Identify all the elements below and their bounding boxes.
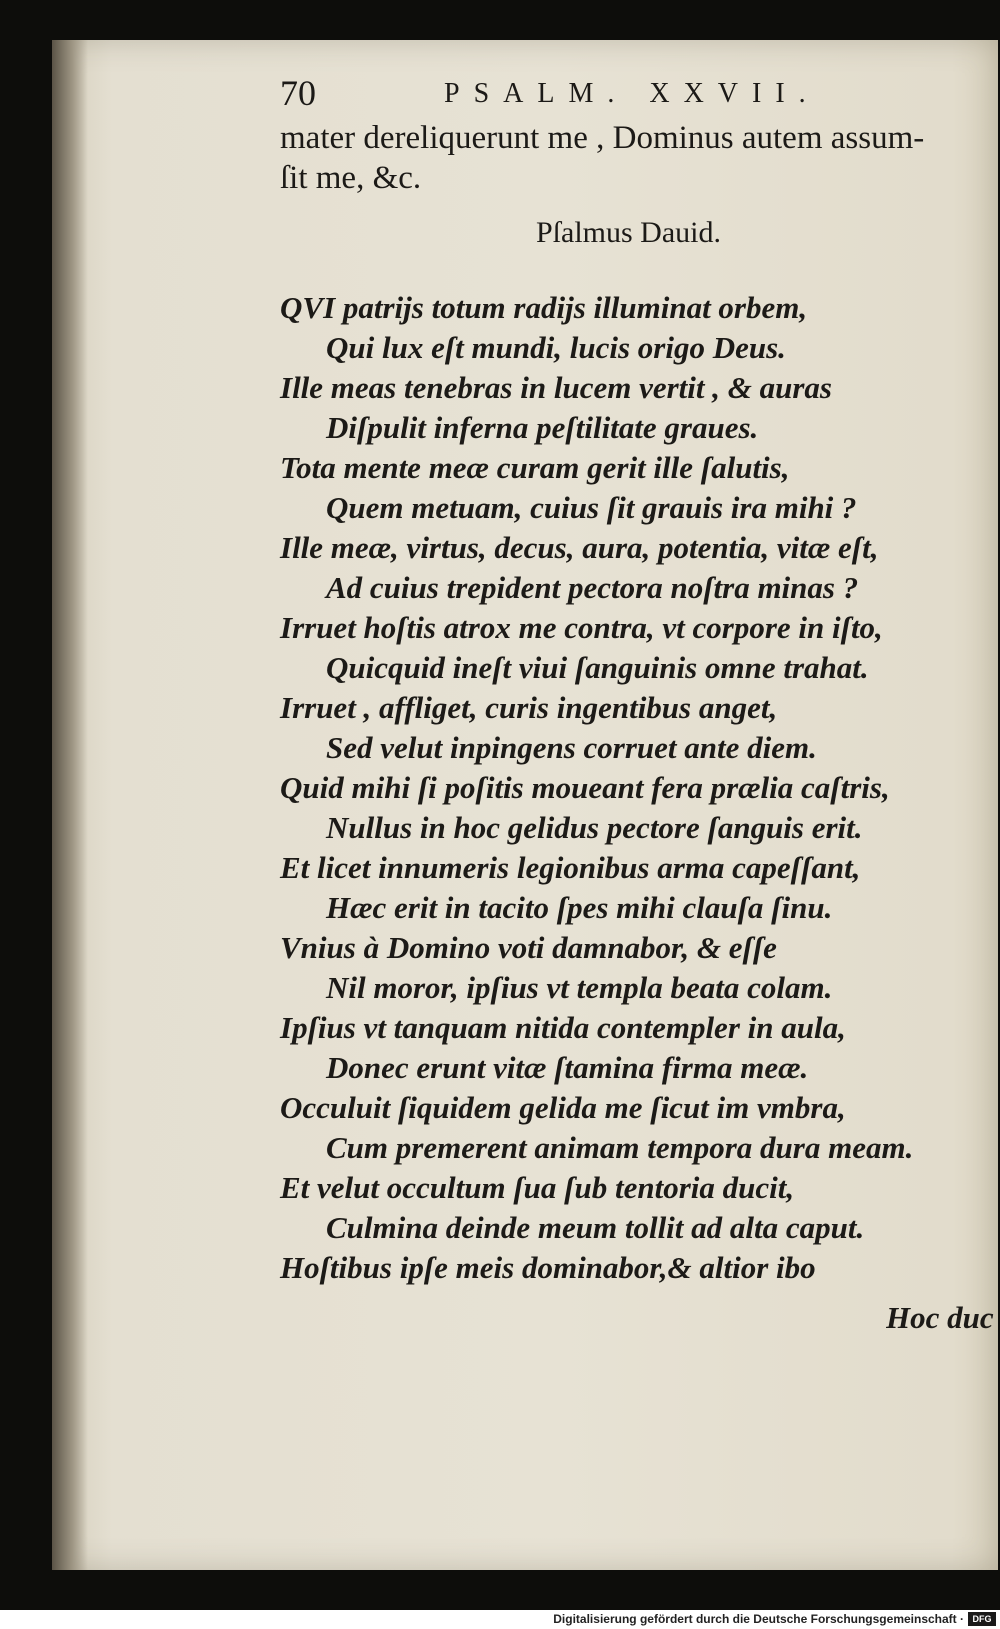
- page-number: 70: [280, 73, 316, 113]
- poem-verse: Donec erunt vitæ ſtamina firma meæ.: [326, 1050, 809, 1085]
- dfg-logo: DFG: [968, 1612, 996, 1626]
- poem-verse: Hæc erit in tacito ſpes mihi clauſa ſinu.: [326, 890, 833, 925]
- footer-credit: Digitalisierung gefördert durch die Deutsche Forschungsgemeinschaft ·: [553, 1612, 964, 1626]
- prose-text: [280, 118, 1000, 198]
- poem-verse: Ille meas tenebras in lucem vertit , & auras: [280, 370, 832, 405]
- poem-verse: Diſpulit inferna peſtilitate graues.: [326, 410, 759, 445]
- poem-verse: Quicquid ineſt viui ſanguinis omne trahat.: [326, 650, 869, 685]
- poem-verse: Occuluit ſiquidem gelida me ſicut im vmbra,: [280, 1090, 846, 1125]
- poem-verse: Vnius à Domino voti damnabor, & eſſe: [280, 930, 777, 965]
- poem-verse: Quem metuam, cuius ſit grauis ira mihi ?: [326, 490, 857, 525]
- poem-verse: Qui lux eſt mundi, lucis origo Deus.: [326, 330, 786, 365]
- poem-verse: Irruet hoſtis atrox me contra, vt corpore in iſto,: [280, 610, 883, 645]
- poem-body: [280, 288, 1000, 1288]
- section-title: Pſalmus Dauid.: [536, 216, 721, 249]
- poem-verse: Quid mihi ſi poſitis moueant fera prælia caſtris,: [280, 770, 890, 805]
- catchword: Hoc duc: [886, 1300, 994, 1335]
- poem-verse: Et licet innumeris legionibus arma capeſſant,: [280, 850, 861, 885]
- footer-bar: [0, 1610, 1000, 1629]
- poem-verse: Tota mente meæ curam gerit ille ſalutis,: [280, 450, 790, 485]
- poem-verse: QVI patrijs totum radijs illuminat orbem,: [280, 290, 808, 325]
- poem-verse: Ipſius vt tanquam nitida contempler in aula,: [280, 1010, 846, 1045]
- page-gutter: [52, 40, 88, 1570]
- poem-verse: Nullus in hoc gelidus pectore ſanguis erit.: [326, 810, 863, 845]
- poem-verse: Et velut occultum ſua ſub tentoria ducit,: [280, 1170, 795, 1205]
- poem-verse: Hoſtibus ipſe meis dominabor,& altior ibo: [280, 1250, 816, 1285]
- running-title: PSALM. XXVII.: [444, 78, 820, 109]
- poem-verse: Sed velut inpingens corruet ante diem.: [326, 730, 817, 765]
- prose-line: ſit me, &c.: [280, 160, 422, 196]
- prose-line: mater dereliquerunt me , Dominus autem assum-: [280, 120, 925, 156]
- poem-verse: Irruet , affliget, curis ingentibus anget,: [280, 690, 778, 725]
- poem-verse: Culmina deinde meum tollit ad alta caput.: [326, 1210, 865, 1245]
- poem-verse: Ad cuius trepident pectora noſtra minas ?: [326, 570, 859, 605]
- page-header: [280, 72, 970, 122]
- poem-verse: Nil moror, ipſius vt templa beata colam.: [326, 970, 833, 1005]
- poem-verse: Ille meæ, virtus, decus, aura, potentia, vitæ eſt,: [280, 530, 879, 565]
- poem-verse: Cum premerent animam tempora dura meam.: [326, 1130, 914, 1165]
